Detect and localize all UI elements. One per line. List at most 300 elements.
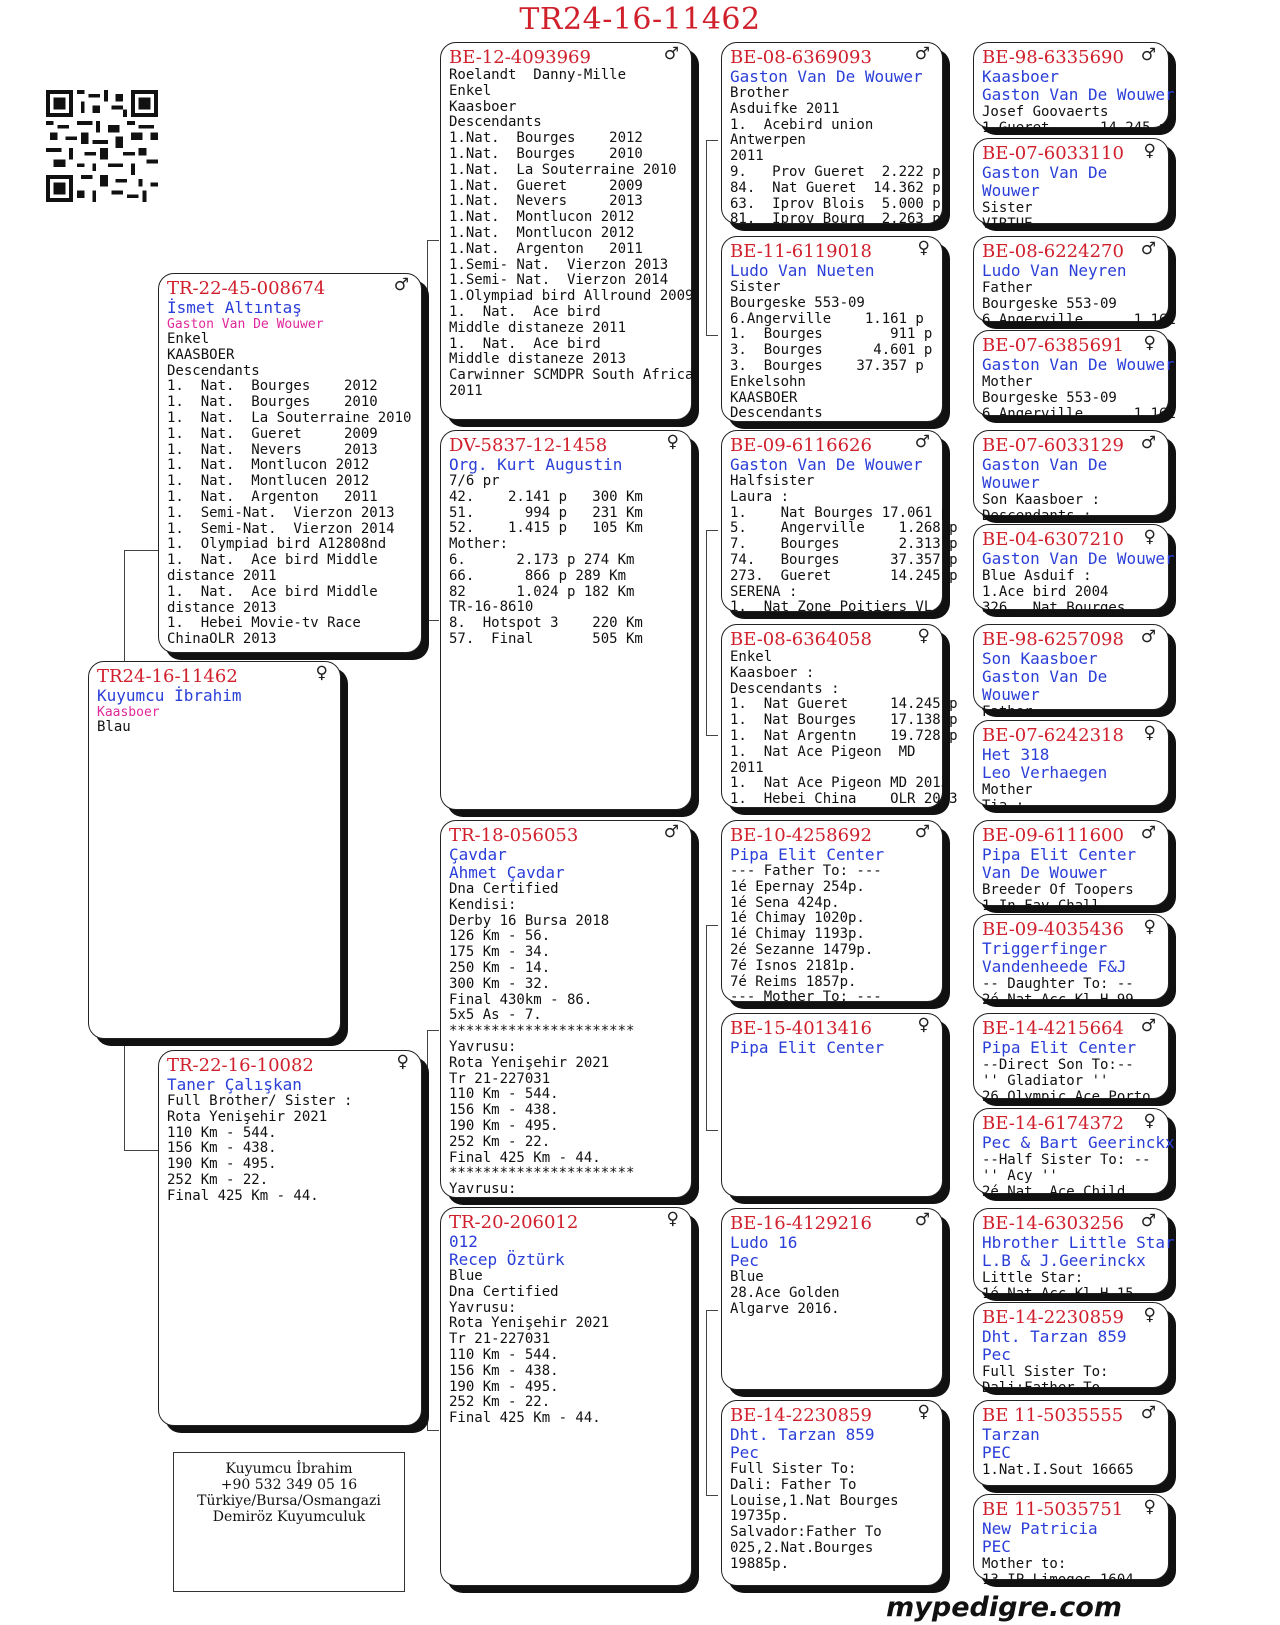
connector-line bbox=[706, 735, 718, 736]
info-line: Derby 16 Bursa 2018 bbox=[449, 912, 610, 929]
info-line: 66. 866 p 289 Km bbox=[449, 567, 627, 584]
male-icon: ♂ bbox=[1140, 1403, 1156, 1423]
info-line: 51. 994 p 231 Km bbox=[449, 504, 643, 521]
owner-name-line: Pec bbox=[730, 1251, 759, 1270]
connector-line bbox=[706, 530, 707, 735]
info-line: 252 Km - 22. bbox=[449, 1133, 551, 1150]
info-line: 326. Nat Bourges bbox=[982, 600, 1126, 616]
info-line: Mother to: bbox=[982, 1556, 1067, 1572]
site-brand: mypedigre.com bbox=[886, 1592, 1122, 1623]
info-line: 175 Km - 34. bbox=[449, 944, 551, 961]
info-line: Tr 21-227031 bbox=[449, 1070, 551, 1087]
info-line: Tia : bbox=[982, 798, 1025, 814]
female-icon: ♀ bbox=[1143, 141, 1156, 161]
qr-code-icon bbox=[46, 90, 158, 202]
owner-name-line: Pec bbox=[730, 1443, 759, 1462]
female-icon: ♀ bbox=[917, 238, 930, 258]
gen4-ancestor-card[interactable] bbox=[973, 524, 1175, 616]
info-line: Dna Certified bbox=[449, 881, 559, 897]
info-line: Kaasboer bbox=[449, 98, 517, 115]
sire-sire-card[interactable] bbox=[440, 42, 692, 420]
info-line: 1. Hebei China OLR 2013 bbox=[730, 791, 958, 808]
info-line: 1.Nat. Argenton 2011 bbox=[449, 240, 643, 257]
info-line: 1. Olympiad bird A12808nd bbox=[167, 536, 387, 553]
info-line: --Half Sister To: -- bbox=[982, 1152, 1151, 1168]
info-line: Rota Yenişehir 2021 bbox=[167, 1108, 328, 1125]
info-line: Blau bbox=[97, 719, 131, 735]
info-line: 1.Nat.I.Sout 16665 bbox=[982, 1462, 1134, 1478]
owner-business: Demiröz Kuyumculuk bbox=[212, 1509, 366, 1525]
ring-number: TR-22-16-10082 bbox=[167, 1055, 314, 1076]
info-line: Dna Certified bbox=[449, 1283, 559, 1300]
info-line: 273. Gueret 14.245 p bbox=[730, 567, 958, 584]
ring-number: BE-09-6111600 bbox=[982, 825, 1124, 846]
gen4-ancestor-card[interactable] bbox=[973, 1013, 1169, 1105]
gen4-ancestor-card[interactable] bbox=[973, 138, 1169, 232]
info-line: 2é Nat.Acc Kl.H.99 bbox=[982, 992, 1134, 1008]
info-line: 2é Nat. Ace Child bbox=[982, 1184, 1126, 1200]
info-line: Middle distaneze 2011 bbox=[449, 319, 627, 336]
ring-number: BE-07-6033129 bbox=[982, 435, 1124, 456]
info-line: Blue bbox=[730, 1269, 764, 1285]
owner-name-line: PEC bbox=[982, 1443, 1011, 1462]
owner-name-line: Kaasboer bbox=[982, 67, 1060, 86]
owner-name-line: İsmet Altıntaş bbox=[167, 298, 302, 317]
male-icon: ♂ bbox=[663, 44, 679, 64]
ring-number: BE-15-4013416 bbox=[730, 1018, 872, 1039]
breeder-name-line: Gaston Van De Wouwer bbox=[167, 317, 324, 332]
info-line: ChinaOLR 2013 bbox=[167, 631, 277, 648]
male-icon: ♂ bbox=[914, 44, 930, 64]
info-line: 7é Isnos 2181p. bbox=[730, 957, 857, 974]
owner-name-line: Ludo Van Nueten bbox=[730, 261, 875, 280]
gen4-ancestor-card[interactable] bbox=[973, 1494, 1169, 1588]
info-line: 1. Bourges 911 p bbox=[730, 326, 933, 343]
info-line: 2011 bbox=[730, 148, 764, 165]
info-line: Enkel bbox=[167, 331, 210, 347]
male-icon: ♂ bbox=[1140, 1016, 1156, 1036]
owner-name-line: Wouwer bbox=[982, 181, 1040, 200]
owner-phone: +90 532 349 05 16 bbox=[220, 1477, 358, 1493]
info-line: Full Sister To: bbox=[982, 1364, 1109, 1380]
info-line: Rota Yenişehir 2021 bbox=[449, 1054, 610, 1071]
ring-number: BE-10-4258692 bbox=[730, 825, 872, 846]
info-line: 1. Nat. Ace bird bbox=[449, 335, 601, 352]
owner-name-line: 012 bbox=[449, 1232, 478, 1251]
owner-name-line: Pipa Elit Center bbox=[730, 845, 885, 864]
info-line: 126 Km - 56. bbox=[449, 928, 551, 945]
info-line: KAASBOER bbox=[730, 389, 798, 406]
info-line: 1. Hebei Movie-tv Race bbox=[167, 615, 361, 632]
info-line: 025,2.Nat.Bourges bbox=[730, 1539, 874, 1556]
info-line: 1.Semi- Nat. Vierzon 2013 bbox=[449, 256, 669, 273]
male-icon: ♂ bbox=[663, 822, 679, 842]
female-icon: ♀ bbox=[917, 626, 930, 646]
info-line: 1. Nat Ace Pigeon MD bbox=[730, 743, 916, 760]
ring-number: BE-11-6119018 bbox=[730, 241, 872, 262]
female-icon: ♀ bbox=[1143, 1111, 1156, 1131]
info-line: -- Daughter To: -- bbox=[982, 976, 1134, 992]
info-line: 1.Nat. Nevers 2013 bbox=[449, 193, 643, 210]
info-line: Blue Asduif : bbox=[982, 568, 1092, 584]
info-line: Descendants bbox=[167, 362, 260, 379]
subject-pigeon-card[interactable] bbox=[88, 661, 341, 1039]
info-line: --Direct Son To:-- bbox=[982, 1057, 1134, 1073]
info-line: Final 425 Km - 44. bbox=[449, 1410, 601, 1427]
owner-name-line: Pec & Bart Geerinckx bbox=[982, 1133, 1175, 1152]
gen4-ancestor-card[interactable] bbox=[973, 1302, 1169, 1396]
gen4-ancestor-card[interactable] bbox=[973, 720, 1169, 814]
info-line: '' Gladiator '' bbox=[982, 1073, 1109, 1089]
ring-number: TR-18-056053 bbox=[449, 825, 579, 846]
owner-name-line: L.B & J.Geerinckx bbox=[982, 1251, 1146, 1270]
info-line: 19885p. bbox=[730, 1555, 790, 1572]
info-line: 1. Nat Gueret 14.245 p bbox=[730, 696, 958, 713]
owner-name-line: New Patricia bbox=[982, 1519, 1098, 1538]
info-line: 1. Nat. Nevers 2013 bbox=[167, 441, 378, 458]
info-line: VIRTUE bbox=[982, 216, 1033, 232]
owner-name-line: Pipa Elit Center bbox=[982, 845, 1137, 864]
info-line: 84. Nat Gueret 14.362 p bbox=[730, 179, 941, 196]
info-line: Salvador:Father To bbox=[730, 1524, 882, 1541]
connector-line bbox=[427, 1030, 439, 1031]
info-line: Final 425 Km - 44. bbox=[449, 1149, 601, 1166]
info-line: 7/6 pr bbox=[449, 473, 500, 489]
info-line: Son Kaasboer : bbox=[982, 492, 1101, 508]
owner-name-line: Son Kaasboer bbox=[982, 649, 1098, 668]
info-line: TR-16-8610 bbox=[449, 599, 534, 616]
info-line: Blue bbox=[449, 1268, 483, 1284]
info-line: 7é Reims 1857p. bbox=[730, 973, 857, 990]
owner-name-line: Vandenheede F&J bbox=[982, 957, 1127, 976]
info-line: Bourgeske 553-09 bbox=[730, 294, 865, 311]
female-icon: ♀ bbox=[1143, 333, 1156, 353]
ring-number: BE-14-6303256 bbox=[982, 1213, 1124, 1234]
info-line: 42. 2.141 p 300 Km bbox=[449, 488, 643, 505]
gen4-ancestor-card[interactable] bbox=[973, 430, 1169, 524]
info-line: 1.Nat. Bourges 2012 bbox=[449, 130, 643, 147]
owner-name-line: Wouwer bbox=[982, 685, 1040, 704]
owner-name-line: Pipa Elit Center bbox=[730, 1038, 885, 1057]
ring-number: BE-14-2230859 bbox=[982, 1307, 1124, 1328]
info-line: Dali: Father To bbox=[730, 1476, 857, 1493]
male-icon: ♂ bbox=[1140, 1211, 1156, 1231]
info-line: 1. Nat. Argenton 2011 bbox=[167, 488, 378, 505]
info-line: 6.Angerville 1.161 bbox=[982, 406, 1176, 422]
gen4-ancestor-card[interactable] bbox=[973, 820, 1169, 914]
info-line: Mother: bbox=[449, 536, 509, 553]
info-line: Yavrusu: bbox=[449, 1181, 517, 1198]
info-line: 300 Km - 32. bbox=[449, 975, 551, 992]
gen3-ancestor-card[interactable] bbox=[721, 820, 943, 1006]
info-line: Dali:Father To bbox=[982, 1380, 1101, 1396]
female-icon: ♀ bbox=[1143, 1305, 1156, 1325]
male-icon: ♂ bbox=[393, 275, 409, 295]
dam-sire-card[interactable] bbox=[440, 820, 692, 1198]
info-line: Bourgeske 553-09 bbox=[982, 296, 1117, 312]
info-line: Sister bbox=[982, 200, 1033, 216]
info-line: Kaasboer : bbox=[730, 664, 815, 681]
info-line: 252 Km - 22. bbox=[449, 1394, 551, 1411]
info-line: 1.Nat. Montlucon 2012 bbox=[449, 224, 635, 241]
female-icon: ♀ bbox=[1143, 917, 1156, 937]
info-line: 156 Km - 438. bbox=[449, 1102, 559, 1119]
info-line: 5. Angerville 1.268 p bbox=[730, 520, 958, 537]
info-line: 1é Chimay 1193p. bbox=[730, 926, 865, 943]
info-line: 190 Km - 495. bbox=[167, 1156, 277, 1173]
ring-number: BE-16-4129216 bbox=[730, 1213, 872, 1234]
info-line: 19735p. bbox=[730, 1508, 790, 1525]
owner-name-line: Dht. Tarzan 859 bbox=[730, 1425, 875, 1444]
dam-card[interactable] bbox=[158, 1050, 422, 1426]
info-line: 1. Nat. Ace bird Middle bbox=[167, 583, 378, 600]
male-icon: ♂ bbox=[1140, 627, 1156, 647]
connector-line bbox=[706, 335, 718, 336]
info-line: ********************** bbox=[449, 1165, 635, 1182]
sire-dam-card[interactable] bbox=[440, 430, 692, 810]
connector-line bbox=[706, 925, 707, 1130]
info-line: Enkel bbox=[730, 649, 773, 665]
info-line: 7. Bourges 2.313 p bbox=[730, 536, 958, 553]
info-line: 1.Nat. La Souterraine 2010 bbox=[449, 161, 677, 178]
gen3-ancestor-card[interactable] bbox=[721, 430, 958, 616]
info-line: Yavrusu: bbox=[449, 1038, 517, 1055]
info-line: 156 Km - 438. bbox=[167, 1140, 277, 1157]
connector-line bbox=[427, 1430, 439, 1431]
info-line: Descendants : bbox=[730, 680, 840, 697]
info-line: Halfsister bbox=[730, 473, 815, 489]
gen3-ancestor-card[interactable] bbox=[721, 1013, 943, 1197]
info-line: 1.Olympiad bird Allround 2009 bbox=[449, 288, 694, 305]
ring-number: TR-20-206012 bbox=[449, 1212, 579, 1233]
connector-line bbox=[124, 1150, 158, 1151]
female-icon: ♀ bbox=[1143, 527, 1156, 547]
connector-line bbox=[706, 1310, 718, 1311]
owner-name-line: Taner Çalışkan bbox=[167, 1075, 302, 1094]
info-line: 3. Bourges 37.357 p bbox=[730, 357, 924, 374]
info-line: 9. Prov Gueret 2.222 p bbox=[730, 163, 941, 180]
info-line: Final 425 Km - 44. bbox=[167, 1187, 319, 1204]
female-icon: ♀ bbox=[917, 1402, 930, 1422]
ring-number: BE-04-6307210 bbox=[982, 529, 1124, 550]
info-line: 190 Km - 495. bbox=[449, 1117, 559, 1134]
ring-number: TR24-16-11462 bbox=[97, 666, 238, 687]
connector-line bbox=[706, 140, 707, 335]
owner-name-line: Van De Wouwer bbox=[982, 863, 1108, 882]
ring-number: DV-5837-12-1458 bbox=[449, 435, 608, 456]
gen4-ancestor-card[interactable] bbox=[973, 1108, 1175, 1200]
info-line: 110 Km - 544. bbox=[449, 1086, 559, 1103]
connector-line bbox=[427, 240, 428, 620]
owner-name-line: Gaston Van De Wouwer bbox=[730, 67, 923, 86]
info-line: Breeder Of Toopers bbox=[982, 882, 1134, 898]
info-line: 1. Acebird union bbox=[730, 116, 874, 133]
info-line: 82 1.024 p 182 Km bbox=[449, 583, 635, 600]
owner-name-line: Leo Verhaegen bbox=[982, 763, 1108, 782]
owner-name-line: Hbrother Little Star bbox=[982, 1233, 1175, 1252]
info-line: Algarve 2016. bbox=[730, 1300, 840, 1317]
ring-number: BE-14-6174372 bbox=[982, 1113, 1124, 1134]
info-line: 6.Angerville 1.161 p bbox=[730, 310, 924, 327]
info-line: 52. 1.415 p 105 Km bbox=[449, 520, 643, 537]
info-line: 1.Semi- Nat. Vierzon 2014 bbox=[449, 272, 669, 289]
owner-name-line: Gaston Van De Wouwer bbox=[982, 85, 1175, 104]
info-line: 1. Nat. Montlucen 2012 bbox=[167, 473, 370, 490]
owner-name-line: Çavdar bbox=[449, 845, 507, 864]
info-line: 1. Nat Ace Pigeon MD 2013 bbox=[730, 775, 950, 792]
connector-line bbox=[427, 1030, 428, 1430]
info-line: 63. Iprov Blois 5.000 p bbox=[730, 195, 941, 212]
owner-name-line: Gaston Van De Wouwer bbox=[982, 549, 1175, 568]
male-icon: ♂ bbox=[914, 822, 930, 842]
female-icon: ♀ bbox=[1143, 723, 1156, 743]
info-line: 1. Nat Bourges 17.138 p bbox=[730, 712, 958, 729]
owner-name-line: Pipa Elit Center bbox=[982, 1038, 1137, 1057]
dam-dam-card[interactable] bbox=[440, 1207, 692, 1586]
info-line: Yavrusu: bbox=[449, 1299, 517, 1316]
female-icon: ♀ bbox=[917, 1015, 930, 1035]
info-line: 3. Bourges 4.601 p bbox=[730, 342, 933, 359]
female-icon: ♀ bbox=[666, 432, 679, 452]
owner-location: Türkiye/Bursa/Osmangazi bbox=[197, 1493, 381, 1509]
gen3-ancestor-card[interactable] bbox=[721, 1208, 943, 1390]
ring-number: BE-14-2230859 bbox=[730, 1405, 872, 1426]
gen4-ancestor-card[interactable] bbox=[973, 624, 1169, 720]
info-line: 81. Iprov Bourg 2.263 p bbox=[730, 211, 941, 228]
ring-number: BE 11-5035555 bbox=[982, 1405, 1124, 1426]
gen4-ancestor-card[interactable] bbox=[973, 42, 1175, 136]
male-icon: ♂ bbox=[1140, 823, 1156, 843]
info-line: Sister bbox=[730, 279, 781, 295]
info-line: 156 Km - 438. bbox=[449, 1362, 559, 1379]
info-line: 1. Nat. Gueret 2009 bbox=[167, 425, 378, 442]
owner-name-line: Recep Öztürk bbox=[449, 1250, 565, 1269]
connector-line bbox=[706, 925, 718, 926]
info-line: Enkel bbox=[449, 82, 492, 99]
info-line: Full Brother/ Sister : bbox=[167, 1093, 353, 1109]
info-line: Asduifke 2011 bbox=[730, 100, 840, 117]
ring-number: BE-14-4215664 bbox=[982, 1018, 1124, 1039]
info-line: distance 2011 bbox=[167, 567, 277, 584]
info-line: 110 Km - 544. bbox=[449, 1346, 559, 1363]
male-icon: ♂ bbox=[1140, 433, 1156, 453]
owner-name-line: Ludo 16 bbox=[730, 1233, 798, 1252]
female-icon: ♀ bbox=[1143, 1497, 1156, 1517]
owner-name-line: Dht. Tarzan 859 bbox=[982, 1327, 1127, 1346]
owner-name-line: Triggerfinger bbox=[982, 939, 1108, 958]
info-line: 1. Semi-Nat. Vierzon 2014 bbox=[167, 520, 395, 537]
info-line: Carwinner SCMDPR South Africa bbox=[449, 367, 694, 384]
info-line: 2é Sezanne 1479p. bbox=[730, 941, 874, 958]
connector-line bbox=[706, 530, 718, 531]
ring-number: BE-12-4093969 bbox=[449, 47, 591, 68]
info-line: 1. Nat. Bourges 2012 bbox=[167, 378, 378, 395]
gen3-ancestor-card[interactable] bbox=[721, 624, 958, 808]
female-icon: ♀ bbox=[315, 663, 328, 683]
info-line: 1. Nat. Ace bird Middle bbox=[167, 552, 378, 569]
info-line: 1.In Fav Chall bbox=[982, 898, 1101, 914]
info-line: 74. Bourges 37.357 p bbox=[730, 551, 958, 568]
gen4-ancestor-card[interactable] bbox=[973, 330, 1176, 422]
info-line: ********************** bbox=[449, 1023, 635, 1040]
info-line: 8. Hotspot 3 220 Km bbox=[449, 615, 643, 632]
info-line: distance 2013 bbox=[167, 599, 277, 616]
female-icon: ♀ bbox=[396, 1052, 409, 1072]
gen4-ancestor-card[interactable] bbox=[973, 1400, 1169, 1486]
owner-name-line: Gaston Van De bbox=[982, 163, 1108, 182]
ring-number: BE-07-6242318 bbox=[982, 725, 1124, 746]
info-line: 1. Nat. Montlucon 2012 bbox=[167, 457, 370, 474]
info-line: Descendants bbox=[449, 114, 542, 131]
info-line: 1é Epernay 254p. bbox=[730, 878, 865, 895]
info-line: 28.Ace Golden bbox=[730, 1284, 840, 1301]
owner-name: Kuyumcu İbrahim bbox=[225, 1461, 353, 1477]
gen4-ancestor-card[interactable] bbox=[973, 1208, 1175, 1302]
info-line: 1. Nat. Ace bird bbox=[449, 303, 601, 320]
info-line: Descendants : bbox=[982, 508, 1092, 524]
info-line: 1. Nat. Bourges 2010 bbox=[167, 394, 378, 411]
info-line: '' Acy '' bbox=[982, 1168, 1058, 1184]
info-line: 2011 bbox=[449, 382, 483, 399]
male-icon: ♂ bbox=[914, 432, 930, 452]
breeder-name-line: Kaasboer bbox=[97, 705, 160, 720]
gen4-ancestor-card[interactable] bbox=[973, 914, 1169, 1008]
info-line: SERENA : bbox=[730, 583, 798, 600]
info-line: Little Star: bbox=[982, 1270, 1084, 1286]
owner-name-line: Org. Kurt Augustin bbox=[449, 455, 623, 474]
connector-line bbox=[427, 620, 439, 621]
owner-name-line: Pec bbox=[982, 1345, 1011, 1364]
info-line: Descendants bbox=[730, 405, 823, 422]
ring-number: BE-98-6257098 bbox=[982, 629, 1124, 650]
info-line: Roelandt Danny-Mille bbox=[449, 67, 627, 83]
sire-card[interactable] bbox=[158, 273, 422, 653]
owner-name-line: Kuyumcu İbrahim bbox=[97, 686, 242, 705]
owner-name-line: Gaston Van De Wouwer bbox=[982, 355, 1175, 374]
gen3-ancestor-card[interactable] bbox=[721, 42, 943, 228]
info-line: 57. Final 505 Km bbox=[449, 630, 643, 647]
gen3-ancestor-card[interactable] bbox=[721, 1400, 943, 1586]
info-line: Brother bbox=[730, 85, 790, 101]
pedigree-title: TR24-16-11462 bbox=[519, 2, 761, 37]
info-line: Tr 21-227031 bbox=[449, 1331, 551, 1348]
info-line: 1. Nat Zone Poitiers VL bbox=[730, 599, 933, 616]
ring-number: BE-07-6385691 bbox=[982, 335, 1124, 356]
ring-number: BE-08-6224270 bbox=[982, 241, 1124, 262]
info-line: --- Mother To: --- bbox=[730, 989, 882, 1006]
ring-number: BE 11-5035751 bbox=[982, 1499, 1124, 1520]
ring-number: TR-22-45-008674 bbox=[167, 278, 326, 299]
info-line: Final 430km - 86. bbox=[449, 991, 593, 1008]
info-line: Antwerpen bbox=[730, 132, 806, 149]
owner-name-line: Het 318 bbox=[982, 745, 1050, 764]
info-line: Middle distaneze 2013 bbox=[449, 351, 627, 368]
info-line: 1. Semi-Nat. Vierzon 2013 bbox=[167, 504, 395, 521]
ring-number: BE-08-6369093 bbox=[730, 47, 872, 68]
owner-name-line: Ludo Van Neyren bbox=[982, 261, 1127, 280]
gen4-ancestor-card[interactable] bbox=[973, 236, 1176, 328]
info-line: Louise,1.Nat Bourges bbox=[730, 1492, 899, 1509]
info-line: 26.Olympic Ace Porto bbox=[982, 1089, 1151, 1105]
info-line: Kendisi: bbox=[449, 896, 517, 913]
gen3-ancestor-card[interactable] bbox=[721, 236, 943, 422]
info-line: Bourgeske 553-09 bbox=[982, 390, 1117, 406]
info-line: Full Sister To: bbox=[730, 1461, 857, 1477]
info-line: 13.IP.Limoges 1604 bbox=[982, 1572, 1134, 1588]
info-line: 1é Chimay 1020p. bbox=[730, 910, 865, 927]
connector-line bbox=[706, 1130, 718, 1131]
owner-name-line: Ahmet Çavdar bbox=[449, 863, 565, 882]
